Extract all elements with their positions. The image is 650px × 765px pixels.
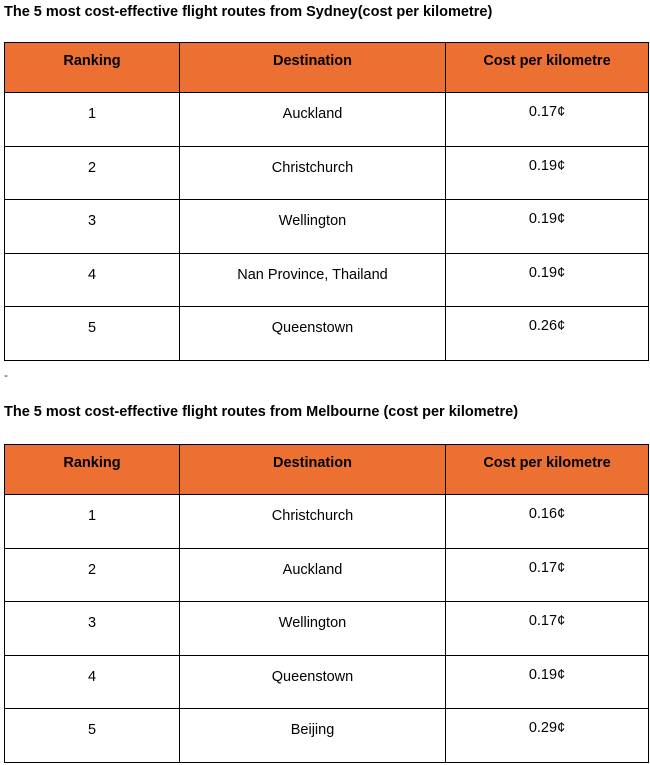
melbourne-routes-table xyxy=(4,444,649,763)
destination-cell: Queenstown xyxy=(180,307,446,361)
separator-dash: - xyxy=(4,368,8,382)
destination-cell: Nan Province, Thailand xyxy=(180,253,446,307)
destination-cell: Christchurch xyxy=(180,146,446,200)
rank-cell: 4 xyxy=(5,655,180,709)
rank-cell: 2 xyxy=(5,548,180,602)
cost-cell: 0.29¢ xyxy=(446,709,649,763)
table-row xyxy=(5,146,649,200)
table-row xyxy=(5,655,649,709)
cost-cell: 0.17¢ xyxy=(446,93,649,147)
sydney-routes-table xyxy=(4,42,649,361)
destination-cell: Christchurch xyxy=(180,495,446,549)
destination-cell: Wellington xyxy=(180,200,446,254)
rank-cell: 5 xyxy=(5,307,180,361)
cost-cell: 0.19¢ xyxy=(446,200,649,254)
header-destination: Destination xyxy=(180,43,446,93)
header-ranking: Ranking xyxy=(5,43,180,93)
cost-cell: 0.19¢ xyxy=(446,655,649,709)
cost-cell: 0.26¢ xyxy=(446,307,649,361)
cost-cell: 0.19¢ xyxy=(446,253,649,307)
cost-cell: 0.19¢ xyxy=(446,146,649,200)
table-row xyxy=(5,548,649,602)
cost-cell: 0.17¢ xyxy=(446,548,649,602)
rank-cell: 5 xyxy=(5,709,180,763)
table-header-row xyxy=(5,445,649,495)
destination-cell: Auckland xyxy=(180,93,446,147)
destination-cell: Auckland xyxy=(180,548,446,602)
table-row xyxy=(5,602,649,656)
table-row xyxy=(5,495,649,549)
rank-cell: 2 xyxy=(5,146,180,200)
melbourne-table-title: The 5 most cost-effective flight routes from Melbourne (cost per kilometre) xyxy=(4,404,519,420)
header-cost: Cost per kilometre xyxy=(446,445,649,495)
table-header-row xyxy=(5,43,649,93)
table-row xyxy=(5,307,649,361)
table-row xyxy=(5,93,649,147)
header-cost: Cost per kilometre xyxy=(446,43,649,93)
destination-cell: Beijing xyxy=(180,709,446,763)
table-row xyxy=(5,253,649,307)
rank-cell: 1 xyxy=(5,93,180,147)
rank-cell: 1 xyxy=(5,495,180,549)
cost-cell: 0.17¢ xyxy=(446,602,649,656)
rank-cell: 3 xyxy=(5,200,180,254)
table-row xyxy=(5,709,649,763)
cost-cell: 0.16¢ xyxy=(446,495,649,549)
rank-cell: 3 xyxy=(5,602,180,656)
header-ranking: Ranking xyxy=(5,445,180,495)
sydney-table-title: The 5 most cost-effective flight routes from Sydney(cost per kilometre) xyxy=(4,4,493,20)
table-row xyxy=(5,200,649,254)
destination-cell: Wellington xyxy=(180,602,446,656)
header-destination: Destination xyxy=(180,445,446,495)
destination-cell: Queenstown xyxy=(180,655,446,709)
rank-cell: 4 xyxy=(5,253,180,307)
